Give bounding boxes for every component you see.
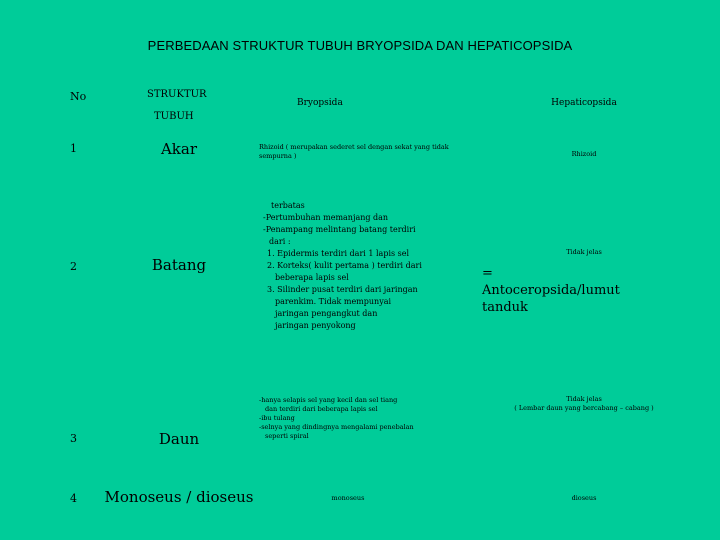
row1-no: 1 (70, 142, 77, 155)
table-header-row (59, 78, 667, 130)
row2-hep-small: Tidak jelas (566, 248, 602, 256)
row2-bry-line: parenkim. Tidak mempunyai (275, 297, 392, 306)
row2-bry-line: terbatas (271, 201, 305, 210)
row2-bry-line: 1. Epidermis terdiri dari 1 lapis sel (267, 249, 410, 258)
row4-no: 4 (70, 492, 77, 505)
row3-bry-line: seperti spiral (265, 432, 309, 440)
header-hepaticopsida: Hepaticopsida (551, 98, 617, 108)
row4-hepaticopsida: dioseus (571, 494, 597, 502)
row4-bryopsida: monoseus (331, 494, 365, 502)
row4-struktur: Monoseus / dioseus (104, 488, 254, 506)
table-row-1 (59, 130, 667, 182)
comparison-table (59, 78, 667, 522)
row3-bry-line: dan terdiri dari beberapa lapis sel (265, 405, 378, 413)
row3-bryopsida (259, 388, 467, 482)
row3-no: 3 (70, 432, 77, 445)
row2-bry-line: 3. Silinder pusat terdiri dari jaringan (267, 285, 418, 294)
table-row-3 (59, 388, 667, 482)
row3-hepaticopsida (467, 388, 667, 482)
row2-bry-line: jaringan pengangkut dan (275, 309, 378, 318)
row2-bry-line: -Penampang melintang batang terdiri (263, 225, 416, 234)
row2-bry-line: 2. Korteks( kulit pertama ) terdiri dari (267, 261, 422, 270)
table-row-4 (59, 482, 667, 522)
row3-hep-line1: Tidak jelas (566, 395, 602, 403)
row2-bry-line: beberapa lapis sel (275, 273, 349, 282)
row2-no: 2 (70, 260, 77, 273)
header-bryopsida: Bryopsida (297, 98, 343, 108)
row3-bry-line: -hanya selapis sel yang kecil dan sel tiang (259, 396, 398, 404)
header-struktur (99, 78, 259, 130)
row3-bry-line: -selnya yang dindingnya mengalami penebalan (259, 423, 414, 431)
slide-title: PERBEDAAN STRUKTUR TUBUH BRYOPSIDA DAN HEPATICOPSIDA (147, 38, 573, 53)
row2-bryopsida (259, 182, 467, 388)
header-no: No (70, 90, 87, 103)
header-struktur-line2: TUBUH (154, 111, 194, 122)
row3-bry-line: -ibu tulang (259, 414, 295, 422)
row2-hep-big: = Antoceropsida/lumut tanduk (482, 266, 620, 315)
row2-bry-line: -Pertumbuhan memanjang dan (263, 213, 389, 222)
row2-bry-line: jaringan penyokong (275, 321, 356, 330)
row2-struktur: Batang (151, 256, 207, 274)
row1-struktur: Akar (160, 140, 198, 158)
row1-bryopsida: Rhizoid ( merupakan sederet sel dengan sekat yang tidak sempurna ) (259, 143, 449, 160)
table-row-2 (59, 182, 667, 388)
row1-hepaticopsida: Rhizoid (571, 150, 597, 158)
header-struktur-line1: STRUKTUR (147, 89, 207, 100)
row3-struktur: Daun (158, 430, 200, 448)
row2-bry-line: dari : (269, 237, 291, 246)
row3-hep-line2: ( Lembar daun yang bercabang – cabang ) (514, 404, 654, 412)
row2-hepaticopsida (467, 182, 667, 388)
